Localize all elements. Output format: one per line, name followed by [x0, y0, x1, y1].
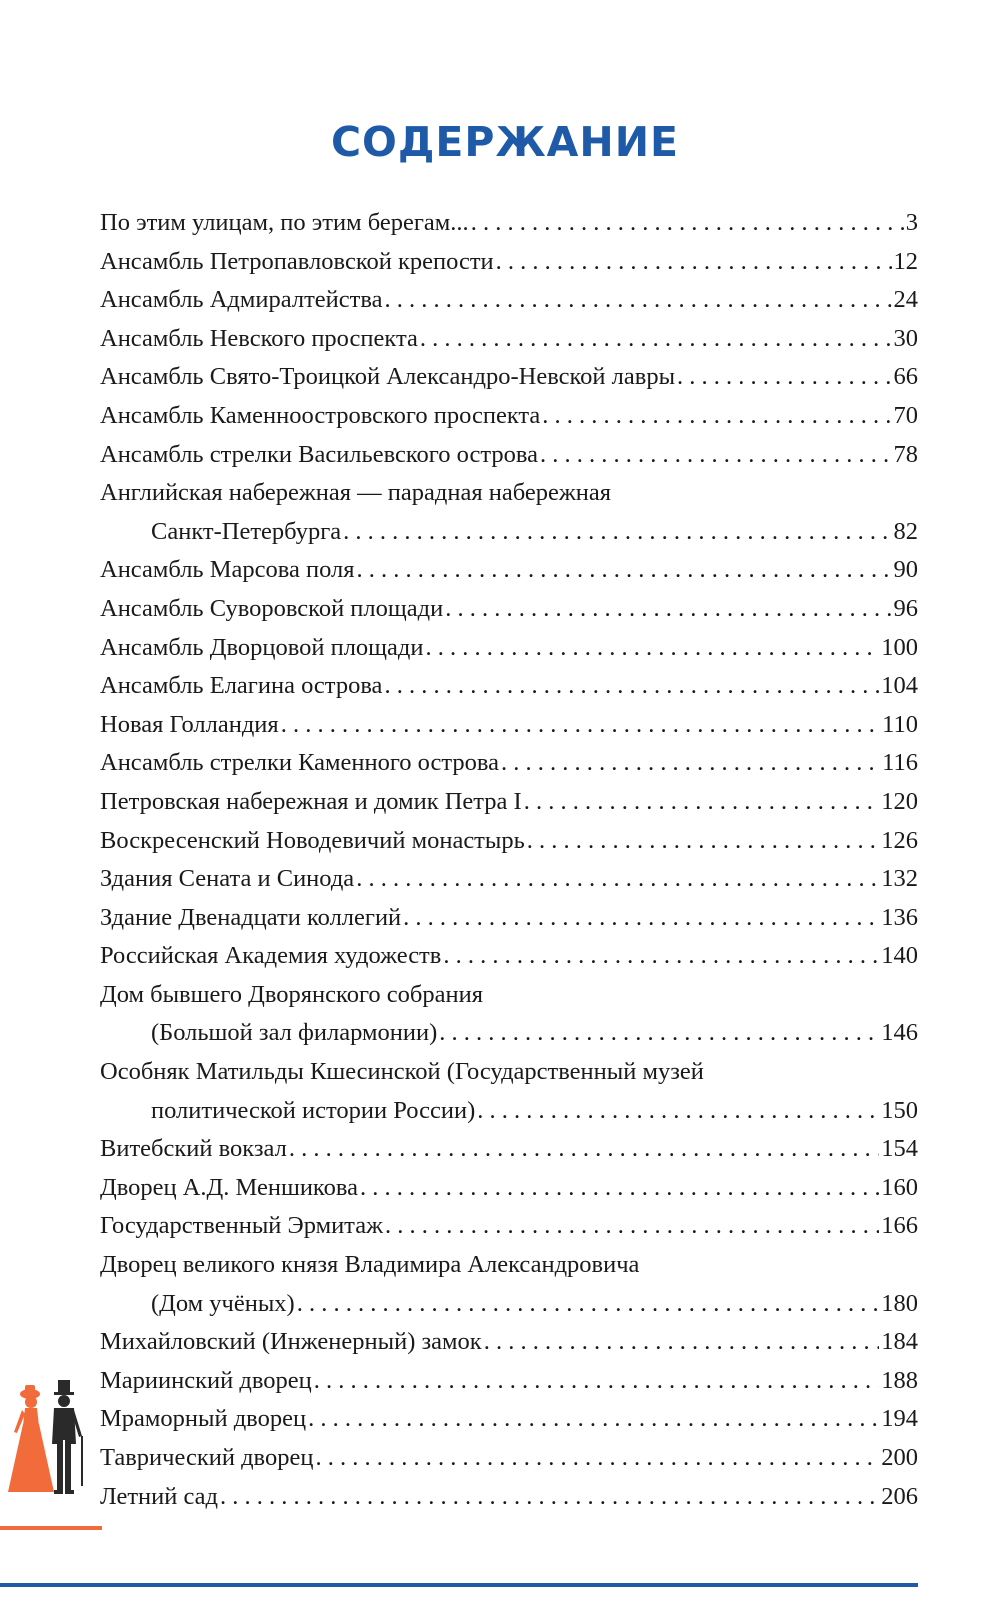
toc-dot-leader: [315, 1439, 879, 1478]
toc-entry-title: Летний сад: [100, 1482, 219, 1510]
toc-entry-page: 78: [893, 440, 918, 468]
toc-entry: [100, 899, 918, 938]
toc-entry-title: Особняк Матильды Кшесинской (Государственный музей: [100, 1058, 704, 1086]
toc-entry-title: Ансамбль стрелки Васильевского острова: [100, 440, 538, 468]
toc-entry-continuation: [100, 513, 918, 552]
toc-entry-continuation: [100, 1092, 918, 1131]
toc-entry-title: Государственный Эрмитаж: [100, 1212, 383, 1240]
toc-entry-title: Дворец великого князя Владимира Александровича: [100, 1251, 640, 1279]
toc-entry-continuation: [100, 1014, 918, 1053]
toc-dot-leader: [471, 204, 904, 243]
toc-entry: [100, 397, 918, 436]
blue-divider: [0, 1583, 918, 1587]
toc-entry: [100, 436, 918, 475]
toc-entry: [100, 1362, 918, 1401]
toc-entry: [100, 474, 918, 513]
toc-entry: [100, 204, 918, 243]
toc-entry: [100, 822, 918, 861]
toc-entry-title-continuation: (Дом учёных): [151, 1289, 295, 1317]
toc-entry-title: Михайловский (Инженерный) замок: [100, 1328, 482, 1356]
toc-dot-leader: [356, 860, 879, 899]
toc-entry: [100, 281, 918, 320]
orange-divider: [0, 1526, 102, 1530]
toc-entry: [100, 783, 918, 822]
toc-entry-title: Таврический дворец: [100, 1444, 314, 1471]
toc-entry-title: Ансамбль Марсова поля: [100, 556, 355, 584]
toc-dot-leader: [443, 937, 879, 976]
toc-entry: [100, 358, 918, 397]
page-title: СОДЕРЖАНИЕ: [330, 118, 680, 166]
toc-entry-title: Мраморный дворец: [100, 1405, 307, 1433]
toc-dot-leader: [496, 243, 892, 282]
toc-entry-page: 110: [882, 710, 918, 738]
toc-entry-page: 12: [893, 247, 918, 275]
toc-entry-continuation: [100, 1285, 918, 1324]
toc-dot-leader: [220, 1478, 879, 1517]
toc-entry: [100, 1439, 918, 1478]
table-of-contents: [100, 204, 918, 1516]
toc-entry-page: 30: [893, 324, 918, 352]
toc-entry-page: 136: [881, 903, 918, 931]
toc-entry: [100, 744, 918, 783]
toc-entry: [100, 1246, 918, 1285]
toc-entry: [100, 1400, 918, 1439]
toc-entry-page: 82: [893, 517, 918, 545]
toc-entry-title: Ансамбль Каменноостровского проспекта: [100, 401, 541, 429]
toc-entry-title-continuation: политической истории России): [151, 1096, 476, 1124]
toc-entry: [100, 1130, 918, 1169]
toc-dot-leader: [420, 320, 892, 359]
toc-dot-leader: [281, 706, 880, 745]
toc-entry-page: 206: [881, 1482, 918, 1510]
toc-entry: [100, 976, 918, 1015]
toc-entry-page: 150: [881, 1096, 918, 1124]
toc-entry-page: 70: [893, 401, 918, 429]
toc-entry-page: 90: [893, 556, 918, 584]
toc-dot-leader: [677, 358, 891, 397]
toc-entry: [100, 860, 918, 899]
toc-entry-page: 132: [881, 865, 918, 893]
toc-entry-page: 180: [881, 1289, 918, 1317]
toc-entry-page: 146: [881, 1019, 918, 1047]
toc-entry-page: 120: [881, 787, 918, 815]
toc-dot-leader: [439, 1014, 879, 1053]
toc-entry-title: Ансамбль Суворовской площади: [100, 594, 444, 622]
toc-entry-page: 154: [881, 1135, 918, 1163]
toc-entry: [100, 590, 918, 629]
toc-entry-title: Витебский вокзал: [100, 1135, 287, 1163]
toc-entry-title: Ансамбль стрелки Каменного острова: [100, 749, 500, 777]
toc-dot-leader: [343, 513, 891, 552]
toc-dot-leader: [314, 1362, 880, 1401]
toc-dot-leader: [308, 1400, 879, 1439]
toc-entry-page: 160: [881, 1173, 918, 1201]
toc-entry-page: 24: [893, 286, 918, 314]
toc-entry: [100, 1207, 918, 1246]
toc-dot-leader: [542, 397, 891, 436]
toc-entry-title: Петровская набережная и домик Петра I: [100, 787, 522, 815]
toc-entry-page: 184: [881, 1328, 918, 1356]
toc-entry-title: Дворец А.Д. Меншикова: [100, 1173, 358, 1201]
toc-entry-page: 116: [882, 749, 918, 777]
toc-entry-page: 200: [881, 1444, 918, 1471]
toc-entry-page: 166: [881, 1212, 918, 1240]
toc-entry-title: Дом бывшего Дворянского собрания: [100, 980, 483, 1008]
toc-entry: [100, 1478, 918, 1517]
toc-entry-page: 188: [881, 1366, 918, 1394]
toc-dot-leader: [426, 629, 880, 668]
toc-entry: [100, 1323, 918, 1362]
toc-entry-page: 96: [893, 594, 918, 622]
toc-dot-leader: [384, 281, 891, 320]
toc-entry-page: 100: [881, 633, 918, 661]
toc-entry-title: По этим улицам, по этим берегам...: [100, 209, 469, 236]
toc-entry: [100, 551, 918, 590]
toc-entry-page: 140: [881, 942, 918, 970]
toc-dot-leader: [477, 1092, 879, 1131]
toc-entry-page: 104: [881, 672, 918, 700]
toc-entry: [100, 1053, 918, 1092]
toc-dot-leader: [527, 822, 879, 861]
toc-entry-title: Ансамбль Дворцовой площади: [100, 633, 424, 661]
toc-dot-leader: [403, 899, 879, 938]
toc-entry-page: 66: [893, 363, 918, 391]
toc-entry-title: Здания Сената и Синода: [100, 865, 355, 893]
toc-dot-leader: [297, 1285, 880, 1324]
toc-dot-leader: [385, 1207, 879, 1246]
toc-dot-leader: [501, 744, 880, 783]
toc-entry: [100, 243, 918, 282]
toc-entry-page: 3: [905, 209, 918, 236]
toc-entry: [100, 1169, 918, 1208]
toc-entry-title: Мариинский дворец: [100, 1366, 312, 1394]
toc-entry-title: Российская Академия художеств: [100, 942, 442, 970]
toc-dot-leader: [384, 667, 879, 706]
couple-silhouette-icon: [8, 1380, 90, 1500]
toc-entry-title-continuation: (Большой зал филармонии): [151, 1019, 438, 1047]
toc-dot-leader: [484, 1323, 880, 1362]
toc-dot-leader: [524, 783, 880, 822]
toc-entry-title: Новая Голландия: [100, 710, 279, 738]
toc-entry-title: Воскресенский Новодевичий монастырь: [100, 826, 525, 854]
toc-entry-title: Ансамбль Адмиралтейства: [100, 286, 383, 314]
toc-dot-leader: [445, 590, 891, 629]
toc-entry-title: Английская набережная — парадная набережная: [100, 479, 612, 507]
toc-entry-title: Ансамбль Елагина острова: [100, 672, 383, 700]
toc-entry: [100, 629, 918, 668]
toc-entry-title-continuation: Санкт-Петербурга: [151, 517, 342, 545]
toc-entry-title: Ансамбль Свято-Троицкой Александро-Невской лавры: [100, 363, 676, 391]
toc-entry-page: 126: [881, 826, 918, 854]
toc-dot-leader: [540, 436, 892, 475]
toc-dot-leader: [357, 551, 892, 590]
toc-entry: [100, 706, 918, 745]
toc-entry-page: 194: [881, 1405, 918, 1433]
toc-entry: [100, 937, 918, 976]
toc-dot-leader: [360, 1169, 879, 1208]
toc-entry: [100, 667, 918, 706]
toc-entry: [100, 320, 918, 359]
toc-entry-title: Ансамбль Невского проспекта: [100, 324, 418, 352]
toc-entry-title: Здание Двенадцати коллегий: [100, 903, 402, 931]
toc-dot-leader: [289, 1130, 879, 1169]
toc-entry-title: Ансамбль Петропавловской крепости: [100, 247, 494, 275]
